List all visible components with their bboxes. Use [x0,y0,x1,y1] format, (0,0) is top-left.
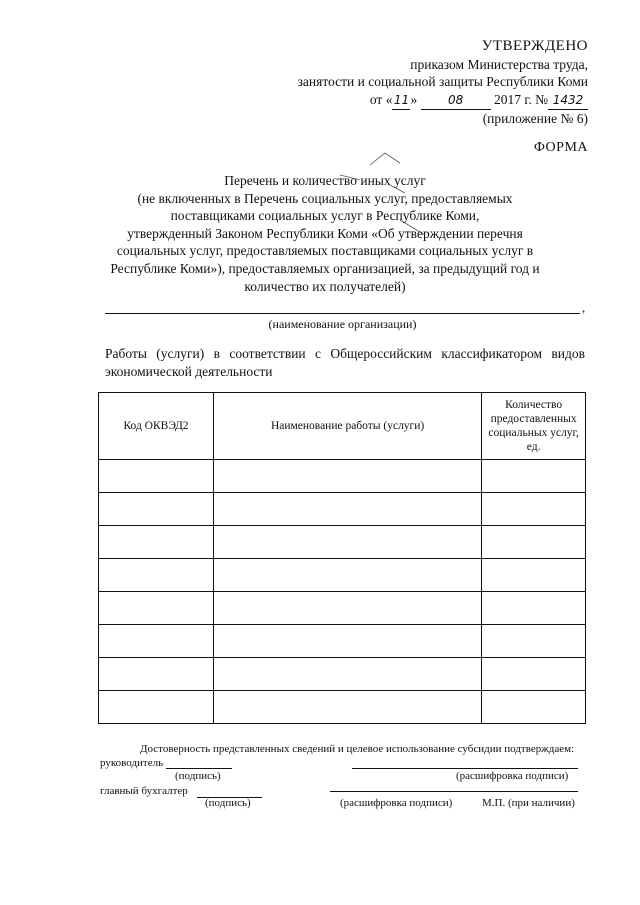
cell-count[interactable] [482,559,586,592]
cell-work-name[interactable] [214,658,482,691]
organization-name-field[interactable] [105,313,580,314]
cell-work-name[interactable] [214,559,482,592]
approval-block [248,38,588,128]
organization-caption: (наименование организации) [268,317,417,331]
approved-heading: УТВЕРЖДЕНО [481,38,588,54]
accountant-decryption-caption: (расшифровка подписи) [340,797,453,809]
services-table [98,392,586,724]
table-row [99,559,586,592]
cell-work-name[interactable] [214,592,482,625]
accountant-signature-caption: (подпись) [205,797,251,809]
cell-work-name[interactable] [214,691,482,724]
cell-okved[interactable] [99,559,214,592]
head-signature-field[interactable] [166,768,232,769]
cell-okved[interactable] [99,658,214,691]
header-services-count: Количество предоставленных социальных услуг, ед. [482,393,586,460]
approval-line-1: приказом Министерства труда, [410,56,588,72]
cell-count[interactable] [482,691,586,724]
works-description: Работы (услуги) в соответствии с Общероссийским классификатором видов экономической деятельности [105,346,585,379]
form-label: ФОРМА [533,140,588,155]
cell-count[interactable] [482,592,586,625]
cell-count[interactable] [482,493,586,526]
title-line: Республике Коми»), предоставляемых организацией, за предыдущий год и [110,260,540,276]
cell-okved[interactable] [99,592,214,625]
header-work-name: Наименование работы (услуги) [214,393,482,460]
accountant-label: главный бухгалтер [100,785,188,797]
approval-month: 08 [421,92,491,111]
appendix-label: (приложение № 6) [482,111,588,126]
confirmation-text: Достоверность представленных сведений и целевое использование субсидии подтверждаем: [140,743,575,755]
table-row [99,526,586,559]
approval-year: 2017 г. № [493,91,548,107]
cell-count[interactable] [482,658,586,691]
cell-work-name[interactable] [214,460,482,493]
cell-work-name[interactable] [214,526,482,559]
head-decryption-field[interactable] [352,768,578,769]
table-header-row [99,393,586,460]
approval-date-line: от «11» 08 2017 г. № 1432 [248,91,588,111]
table-row [99,625,586,658]
head-signature-caption: (подпись) [175,770,221,782]
cell-okved[interactable] [99,460,214,493]
table-row [99,691,586,724]
approval-day: 11 [392,92,410,111]
document-title [105,172,545,295]
table-row [99,592,586,625]
cell-count[interactable] [482,526,586,559]
title-line: количество их получателей) [244,278,406,294]
cell-count[interactable] [482,625,586,658]
title-line: поставщиками социальных услуг в Республике Коми, [170,208,480,224]
cell-count[interactable] [482,460,586,493]
org-comma: , [582,300,586,315]
table-row [99,658,586,691]
approval-line-2: занятости и социальной защиты Республики Коми [297,74,588,89]
cell-okved[interactable] [99,691,214,724]
title-line: (не включенных в Перечень социальных услуг, предоставляемых [137,190,513,206]
stamp-label: М.П. (при наличии) [482,797,575,809]
cell-work-name[interactable] [214,625,482,658]
cell-okved[interactable] [99,526,214,559]
accountant-decryption-field[interactable] [330,791,578,792]
head-label: руководитель [100,757,164,769]
table-row [99,493,586,526]
header-okved-code: Код ОКВЭД2 [99,393,214,460]
cell-okved[interactable] [99,625,214,658]
cell-work-name[interactable] [214,493,482,526]
title-line: утвержденный Законом Республики Коми «Об утверждении перечня [127,225,523,241]
title-line: социальных услуг, предоставляемых поставщиками социальных услуг в [116,243,534,259]
cell-okved[interactable] [99,493,214,526]
table-row [99,460,586,493]
head-decryption-caption: (расшифровка подписи) [456,770,569,782]
approval-number: 1432 [548,92,588,111]
title-line: Перечень и количество иных услуг [224,173,426,188]
